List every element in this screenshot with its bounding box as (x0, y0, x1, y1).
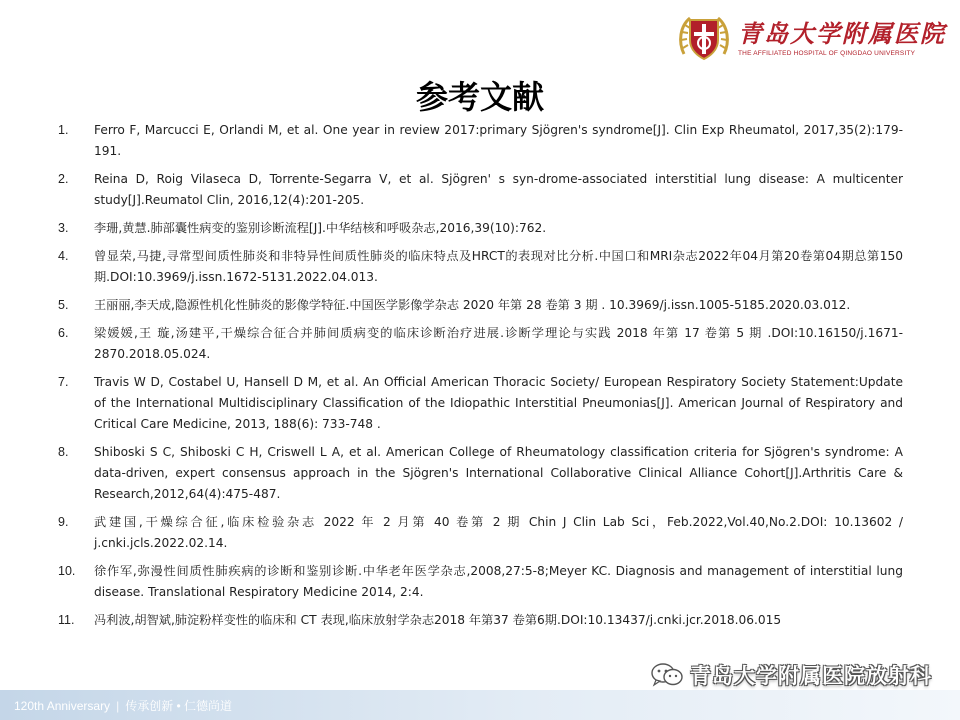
reference-list (58, 120, 903, 638)
reference-text: 李珊,黄慧.肺部囊性病变的鉴别诊断流程[J].中华结核和呼吸杂志,2016,39(10):762. (94, 221, 547, 235)
reference-number: 2. (58, 172, 69, 186)
reference-text: 徐作军,弥漫性间质性肺疾病的诊断和鉴别诊断.中华老年医学杂志,2008,27:5-8;Meyer KC. Diagnosis and management of interstitial lung disease. Translational Respiratory Medicine 2014, 2:4. (94, 564, 903, 599)
reference-item (58, 372, 903, 435)
reference-item (58, 512, 903, 554)
reference-number: 10. (58, 564, 76, 578)
reference-item (58, 246, 903, 288)
reference-number: 1. (58, 123, 69, 137)
reference-number: 7. (58, 375, 69, 389)
reference-item (58, 295, 903, 316)
reference-number: 5. (58, 298, 69, 312)
hospital-motto: 传承创新 • 仁德尚道 (125, 699, 233, 713)
reference-item (58, 610, 903, 631)
reference-number: 11. (58, 613, 75, 627)
reference-text: Travis W D, Costabel U, Hansell D M, et al. An Official American Thoracic Society/ European Respiratory Society Statement:Update of the International Multidisciplinary Classification of the Idiopathic Interstitial Pneumonias[J]. American Journal of Respiratory and Critical Care Medicine, 2013, 188(6): 733-748 . (94, 375, 903, 431)
reference-item (58, 120, 903, 162)
reference-text: 武建国,干燥综合征,临床检验杂志 2022 年 2 月第 40 卷第 2 期 Chin J Clin Lab Sci，Feb.2022,Vol.40,No.2.DOI: 10.13602 / j.cnki.jcls.2022.02.14. (94, 515, 903, 550)
reference-text: 曾显荣,马捷,寻常型间质性肺炎和非特异性间质性肺炎的临床特点及HRCT的表现对比分析.中国口和MRI杂志2022年04月第20卷第04期总第150期.DOI:10.3969/j.issn.1672-5131.2022.04.013. (94, 249, 903, 284)
reference-item (58, 169, 903, 211)
reference-item (58, 218, 903, 239)
reference-text: 冯利波,胡智斌,肺淀粉样变性的临床和 CT 表现,临床放射学杂志2018 年第37 卷第6期.DOI:10.13437/j.cnki.jcr.2018.06.015 (94, 613, 782, 627)
reference-text: Reina D, Roig Vilaseca D, Torrente-Segarra V, et al. Sjögren' s syn-drome-associated interstitial lung disease: A multicenter study[J].Reumatol Clin, 2016,12(4):201-205. (94, 172, 903, 207)
page-title: 参考文献 (415, 78, 544, 116)
reference-text: Ferro F, Marcucci E, Orlandi M, et al. One year in review 2017:primary Sjögren's syndrome[J]. Clin Exp Rheumatol, 2017,35(2):179-191. (94, 123, 903, 158)
reference-item (58, 323, 903, 365)
reference-number: 3. (58, 221, 69, 235)
reference-number: 9. (58, 515, 69, 529)
reference-item (58, 561, 903, 603)
reference-item (58, 442, 903, 505)
footer-anniversary (14, 697, 232, 714)
hospital-english-name: THE AFFILIATED HOSPITAL OF QINGDAO UNIVERSITY (738, 50, 916, 57)
wechat-icon (650, 662, 684, 688)
reference-number: 6. (58, 326, 69, 340)
watermark-text: 青岛大学附属医院放射科 (690, 664, 932, 688)
hospital-name: 青岛大学附属医院 (738, 19, 946, 48)
reference-text: Shiboski S C, Shiboski C H, Criswell L A, et al. American College of Rheumatology classification criteria for Sjögren's syndrome: A data-driven, expert consensus approach in the Sjögren's International Collaborative Clinical Alliance Cohort[J].Arthritis Care & Research,2012,64(4):475-487. (94, 445, 903, 501)
anniversary-label: 120th Anniversary (14, 699, 111, 713)
hospital-logo (676, 10, 946, 66)
reference-text: 梁媛媛,王 璇,汤建平,干燥综合征合并肺间质病变的临床诊断治疗进展.诊断学理论与实践 2018 年第 17 卷第 5 期 .DOI:10.16150/j.1671-2870.2018.05.024. (94, 326, 903, 361)
footer-separator: | (116, 699, 120, 713)
reference-number: 4. (58, 249, 69, 263)
footer-bar (0, 690, 960, 720)
reference-text: 王丽丽,李天成,隐源性机化性肺炎的影像学特征.中国医学影像学杂志 2020 年第 28 卷第 3 期 . 10.3969/j.issn.1005-5185.2020.03.012. (94, 298, 851, 312)
reference-number: 8. (58, 445, 69, 459)
wechat-watermark (650, 660, 932, 690)
hospital-emblem-icon (676, 10, 732, 66)
